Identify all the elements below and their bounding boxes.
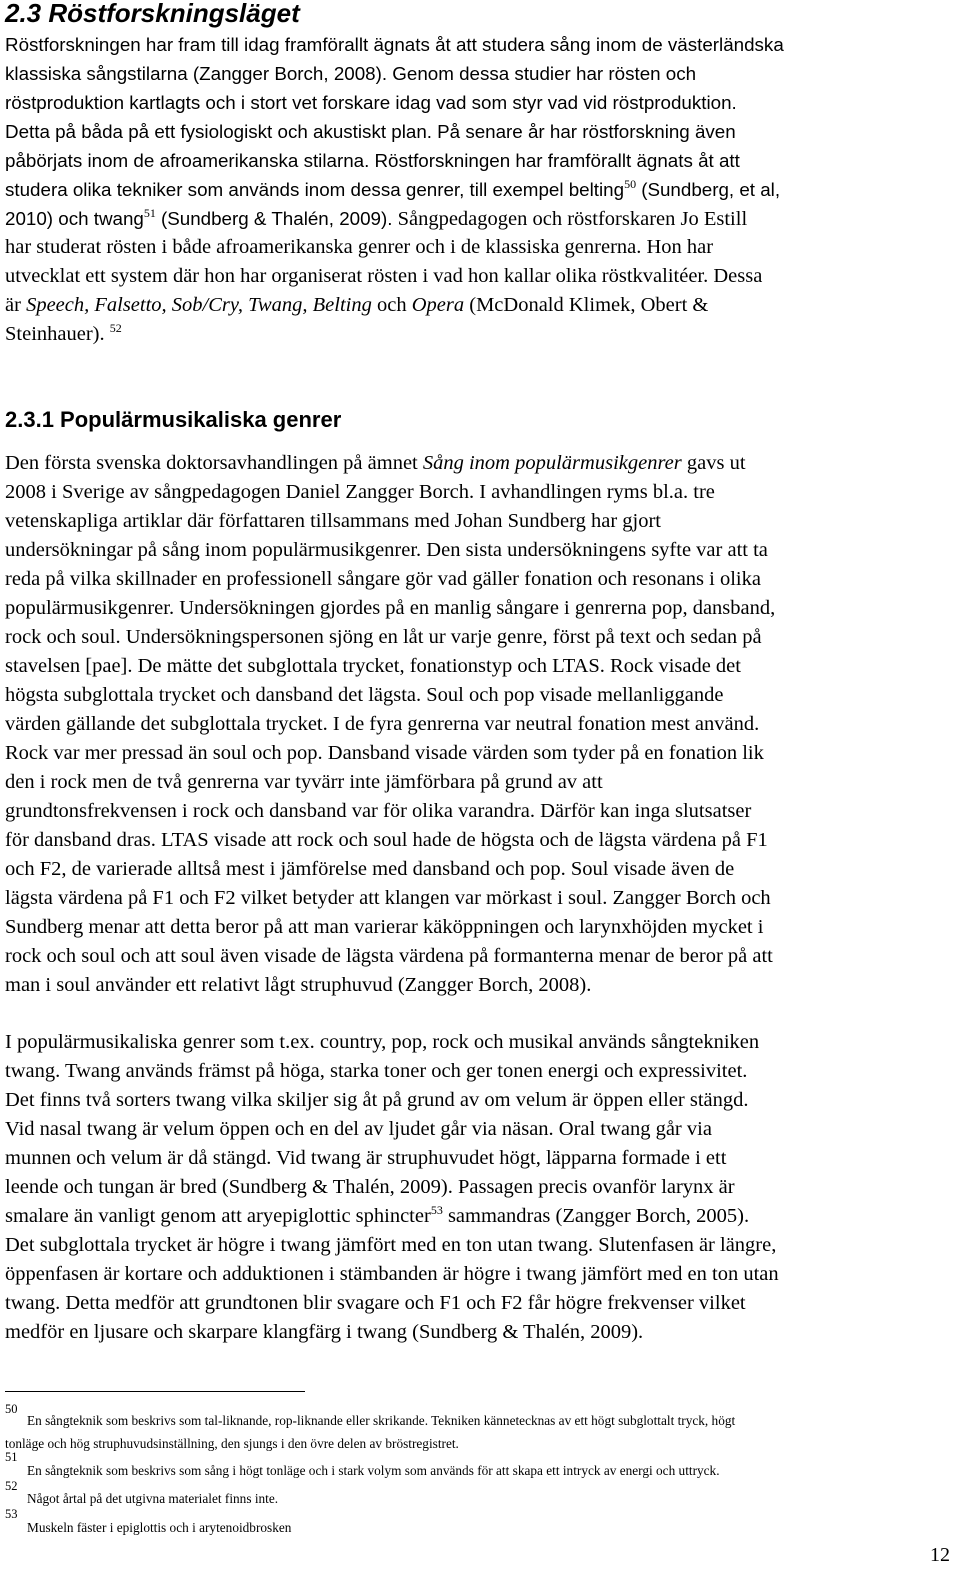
text-span: 2010) och twang (5, 208, 144, 229)
text-line: Det finns två sorters twang vilka skiljer sig åt på grund av om velum är öppen eller stängd. (5, 1089, 749, 1111)
section-title: 2.3 Röstforskningsläget (5, 0, 300, 28)
text-line (5, 291, 950, 320)
text-line: vetenskapliga artiklar där författaren tillsammans med Johan Sundberg har gjort (5, 510, 661, 532)
text-span: Dessa (713, 265, 763, 287)
text-span: är (5, 294, 21, 316)
text-span: smalare än vanligt genom att aryepiglottic sphincter (5, 1205, 431, 1227)
footnote-number: 52 (5, 1479, 18, 1493)
footnote-number: 50 (5, 1402, 18, 1416)
text-span: Sångpedagogen och röstforskaren Jo Estill (397, 208, 748, 230)
text-line: grundtonsfrekvensen i rock och dansband var för olika varandra. Därför kan inga slutsatser (5, 800, 752, 822)
text-span: studera olika tekniker som används inom dessa genrer, till exempel belting (5, 179, 625, 200)
text-line (5, 204, 950, 233)
text-line (5, 262, 950, 291)
page-number: 12 (930, 1544, 950, 1566)
text-span: Den första svenska doktorsavhandlingen på ämnet (5, 452, 418, 474)
text-line: Rock var mer pressad än soul och pop. Dansband visade värden som tyder på en fonation lik (5, 742, 764, 764)
text-line: Vid nasal twang är velum öppen och en del av ljudet går via näsan. Oral twang går via (5, 1118, 712, 1140)
footnote-ref-50: 50 (624, 177, 637, 192)
text-line (5, 449, 950, 478)
text-line: leende och tungan är bred (Sundberg & Thalén, 2009). Passagen precis ovanför larynx är (5, 1176, 735, 1198)
text-line (5, 117, 950, 146)
italic-text: Speech, Falsetto, Sob/Cry, Twang, Belting (26, 294, 372, 316)
paragraph-intro (5, 30, 950, 349)
text-line: rock och soul. Undersökningspersonen sjöng en låt ur varje genre, först på text och sedan på (5, 626, 762, 648)
text-line: rock och soul och att soul även visade de lägsta värdena på formanterna menar de beror på att (5, 945, 773, 967)
subsection-title: 2.3.1 Populärmusikaliska genrer (5, 407, 342, 432)
text-span: (Sundberg, et al, (641, 179, 781, 200)
text-span: (McDonald Klimek, Obert & (469, 294, 709, 316)
text-line: Sundberg menar att detta beror på att man varierar käköppningen och larynxhöjden mycket i (5, 916, 764, 938)
footnote-ref-53: 53 (430, 1203, 443, 1218)
text-span: Röstforskningen har framförallt ägnats åt att (374, 150, 740, 171)
text-span: På senare år har röstforskning även (437, 121, 736, 142)
text-line: Det subglottala trycket är högre i twang jämfört med en ton utan twang. Slutenfasen är längre, (5, 1234, 777, 1256)
italic-text: Opera (411, 294, 465, 316)
footnote-text: tonläge och hög struphuvudsinställning, den sjungs i den övre delen av bröstregistret. (5, 1436, 459, 1451)
text-line (5, 146, 950, 175)
footnote-ref-51: 51 (143, 206, 156, 221)
text-line: högsta subglottala trycket och dansband det lägsta. Soul och pop visade mellanliggande (5, 684, 724, 706)
italic-text: Sång inom populärmusikgenrer (422, 452, 682, 474)
text-line: populärmusikgenrer. Undersökningen gjordes på en manlig sångare i genrerna pop, dansband, (5, 597, 776, 619)
text-line: twang. Detta medför att grundtonen blir svagare och F1 och F2 får högre frekvenser vilket (5, 1292, 746, 1314)
text-span: Hon har (646, 236, 714, 258)
text-span: sammandras (Zangger Borch, 2005). (447, 1205, 750, 1227)
footnote-text: Något årtal på det utgivna materialet finns inte. (27, 1491, 279, 1506)
text-line: Röstforskningen har fram till idag framförallt ägnats åt att studera sång inom de västerländska (5, 34, 784, 55)
text-line: för dansband dras. LTAS visade att rock och soul hade de högsta och de lägsta värdena på F1 (5, 829, 768, 851)
text-span: gavs ut (686, 452, 746, 474)
footnote-number: 51 (5, 1450, 18, 1464)
text-line: värden gällande det subglottala trycket. I de fyra genrerna var neutral fonation mest använd. (5, 713, 760, 735)
text-line: man i soul använder ett relativt lågt struphuvud (Zangger Borch, 2008). (5, 974, 592, 996)
text-line: reda på vilka skillnader en professionell sångare gör vad gäller fonation och resonans i olika (5, 568, 761, 590)
footnote-number: 53 (5, 1507, 18, 1521)
paragraph-twang (5, 1028, 950, 1347)
footnote-divider (5, 1391, 305, 1392)
text-line (5, 175, 950, 204)
text-line: munnen och velum är då stängd. Vid twang är struphuvudet högt, läpparna formade i ett (5, 1147, 727, 1169)
text-span: och (377, 294, 407, 316)
text-line: 2008 i Sverige av sångpedagogen Daniel Zangger Borch. I avhandlingen ryms bl.a. tre (5, 481, 715, 503)
text-line: öppenfasen är kortare och adduktionen i stämbanden är högre i twang jämfört med en ton utan (5, 1263, 779, 1285)
text-span: utvecklat ett system där hon har organiserat rösten i vad hon kallar olika röstkvalitéer. (5, 265, 709, 287)
text-line: den i rock men de två genrerna var tyvärr inte jämförbara på grund av att (5, 771, 603, 793)
text-span: Steinhauer). (5, 323, 105, 345)
text-line (5, 1202, 950, 1231)
footnote-ref-52: 52 (109, 321, 122, 336)
text-line: twang. Twang används främst på höga, starka toner och ger tonen energi och expressivitet. (5, 1060, 748, 1082)
text-line (5, 320, 950, 349)
text-line: och F2, de varierade alltså mest i jämförelse med dansband och pop. Soul visade även de (5, 858, 735, 880)
footnote-text: En sångteknik som beskrivs som sång i högt tonläge och i stark volym som används för att skapa ett intryck av energi och uttryck. (27, 1463, 720, 1478)
text-line: undersökningar på sång inom populärmusikgenrer. Den sista undersökningens syfte var att ta (5, 539, 768, 561)
text-line (5, 233, 950, 262)
text-line: klassiska sångstilarna (Zangger Borch, 2008). Genom dessa studier har rösten och (5, 63, 697, 84)
text-line: stavelsen [pae]. De mätte det subglottala trycket, fonationstyp och LTAS. Rock visade det (5, 655, 741, 677)
footnote-text: Muskeln fäster i epiglottis och i arytenoidbrosken (27, 1520, 292, 1535)
text-line: medför en ljusare och skarpare klangfärg i twang (Sundberg & Thalén, 2009). (5, 1321, 644, 1343)
text-span: (Sundberg & Thalén, 2009). (161, 208, 393, 229)
text-line: röstproduktion kartlagts och i stort vet forskare idag vad som styr vad vid röstproduktion. (5, 92, 737, 113)
text-span: har studerat rösten i både afroamerikanska genrer och i de klassiska genrerna. (5, 236, 642, 258)
text-span: påbörjats inom de afroamerikanska stilarna. (5, 150, 370, 171)
text-line: lägsta värdena på F1 och F2 vilket betyder att klangen var mörkast i soul. Zangger Borch och (5, 887, 771, 909)
footnote-text: En sångteknik som beskrivs som tal-liknande, rop-liknande eller skrikande. Tekniken kännetecknas av ett högt subglottalt tryck, högt (27, 1413, 736, 1428)
text-span: Detta på båda på ett fysiologiskt och akustiskt plan. (5, 121, 432, 142)
paragraph-popular-genres (5, 449, 950, 1000)
text-line: I populärmusikaliska genrer som t.ex. country, pop, rock och musikal används sångtekniken (5, 1031, 760, 1053)
